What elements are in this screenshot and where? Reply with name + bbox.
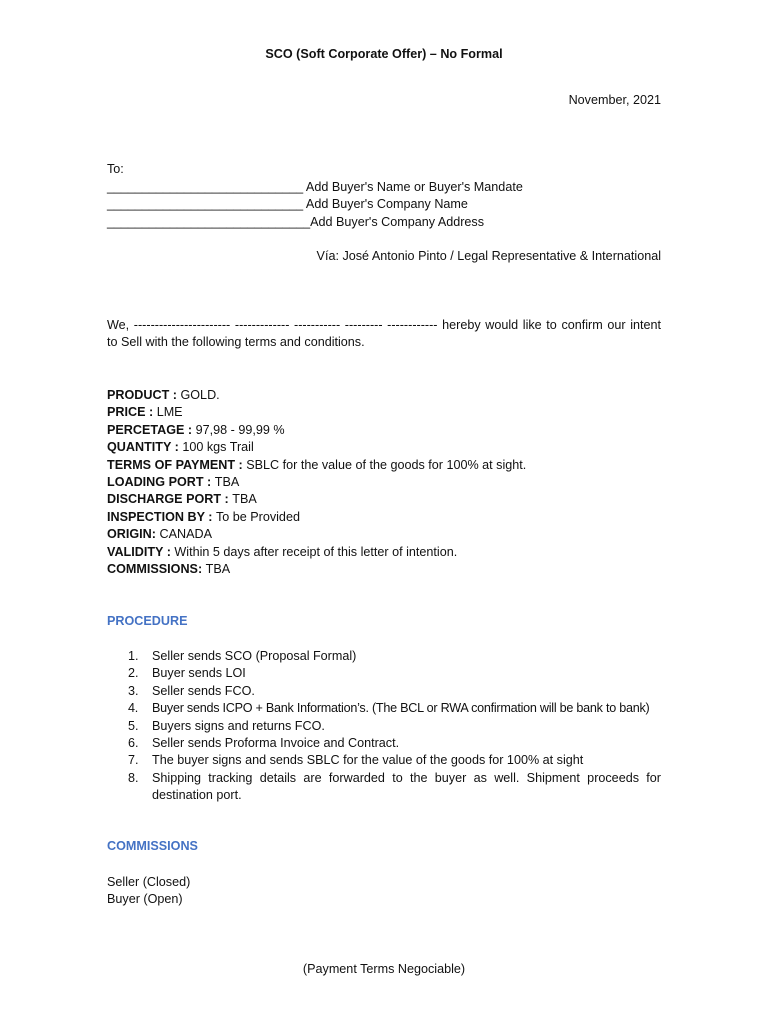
- procedure-heading: PROCEDURE: [107, 614, 188, 628]
- step-text: Shipping tracking details are forwarded to the buyer as well. Shipment proceeds for destination port.: [152, 770, 661, 803]
- term-label: INSPECTION BY :: [107, 509, 216, 524]
- term-label: PRICE :: [107, 405, 157, 420]
- term-label: ORIGIN:: [107, 527, 160, 542]
- address-line-company-address: _____________________________Add Buyer's Company Address: [107, 214, 485, 229]
- step-number: 8.: [128, 770, 139, 785]
- term-percentage: [107, 422, 526, 439]
- step-number: 7.: [128, 753, 139, 768]
- term-value: SBLC for the value of the goods for 100% at sight.: [246, 457, 527, 472]
- term-value: TBA: [232, 492, 257, 507]
- procedure-step: [107, 665, 661, 682]
- commissions-list: [107, 874, 190, 909]
- step-number: 2.: [128, 666, 139, 681]
- intro-paragraph: We, ----------------------- ------------- ----------- --------- ------------ hereby would like to confirm our intent to Sell with the following terms and conditions.: [107, 318, 661, 350]
- procedure-step: [107, 648, 661, 665]
- step-text: Seller sends SCO (Proposal Formal): [152, 649, 357, 663]
- step-text: The buyer signs and sends SBLC for the value of the goods for 100% at sight: [152, 753, 584, 768]
- document-title: SCO (Soft Corporate Offer) – No Formal: [265, 47, 503, 61]
- step-text: Buyer sends LOI: [152, 666, 246, 681]
- terms-list: [107, 387, 526, 578]
- step-number: 6.: [128, 736, 139, 751]
- commission-seller: Seller (Closed): [107, 875, 191, 889]
- term-loading-port: [107, 474, 526, 491]
- to-label: To:: [107, 162, 124, 176]
- term-commissions: [107, 561, 526, 578]
- term-value: LME: [156, 405, 183, 420]
- term-validity: [107, 544, 526, 561]
- term-label: LOADING PORT :: [107, 474, 215, 489]
- term-inspection: [107, 509, 526, 526]
- step-number: 1.: [128, 649, 139, 663]
- term-label: PRODUCT :: [107, 388, 181, 402]
- footer-note: (Payment Terms Negociable): [302, 962, 466, 976]
- term-value: CANADA: [159, 527, 212, 542]
- term-price: [107, 404, 526, 421]
- term-product: [107, 387, 526, 404]
- term-value: Within 5 days after receipt of this letter of intention.: [174, 544, 458, 559]
- procedure-steps: [107, 648, 661, 805]
- term-value: To be Provided: [215, 509, 300, 524]
- term-label: COMMISSIONS:: [107, 561, 206, 576]
- commissions-heading: COMMISSIONS: [107, 839, 198, 853]
- procedure-step: [107, 770, 661, 805]
- address-line-company-name: ____________________________ Add Buyer's Company Name: [107, 197, 468, 212]
- term-label: TERMS OF PAYMENT :: [107, 457, 247, 472]
- step-text: Buyer sends ICPO + Bank Information’s. (The BCL or RWA confirmation will be bank to bank): [152, 701, 650, 716]
- procedure-step: [107, 735, 661, 752]
- procedure-step: [107, 718, 661, 735]
- term-quantity: [107, 439, 526, 456]
- term-label: QUANTITY :: [107, 440, 183, 455]
- term-label: DISCHARGE PORT :: [107, 492, 233, 507]
- term-discharge-port: [107, 491, 526, 508]
- step-text: Seller sends Proforma Invoice and Contract.: [152, 736, 400, 751]
- term-payment: [107, 457, 526, 474]
- term-origin: [107, 526, 526, 543]
- term-label: PERCETAGE :: [107, 422, 196, 437]
- address-line-buyer-name: ____________________________ Add Buyer's Name or Buyer's Mandate: [107, 179, 523, 194]
- step-number: 3.: [128, 683, 139, 698]
- term-value: GOLD.: [180, 388, 220, 402]
- procedure-step: [107, 700, 661, 717]
- step-text: Buyers signs and returns FCO.: [152, 718, 325, 733]
- via-line: Vía: José Antonio Pinto / Legal Representative & International: [316, 249, 661, 263]
- term-value: 100 kgs Trail: [182, 440, 254, 455]
- recipient-block: [107, 161, 523, 231]
- term-value: 97,98 - 99,99 %: [195, 422, 285, 437]
- commission-buyer: Buyer (Open): [107, 892, 183, 907]
- step-text: Seller sends FCO.: [152, 683, 255, 698]
- step-number: 5.: [128, 718, 139, 733]
- term-label: VALIDITY :: [107, 544, 175, 559]
- document-date: November, 2021: [568, 93, 661, 107]
- procedure-step: [107, 752, 661, 769]
- term-value: TBA: [214, 474, 240, 489]
- procedure-step: [107, 683, 661, 700]
- term-value: TBA: [205, 561, 231, 576]
- step-number: 4.: [128, 701, 139, 716]
